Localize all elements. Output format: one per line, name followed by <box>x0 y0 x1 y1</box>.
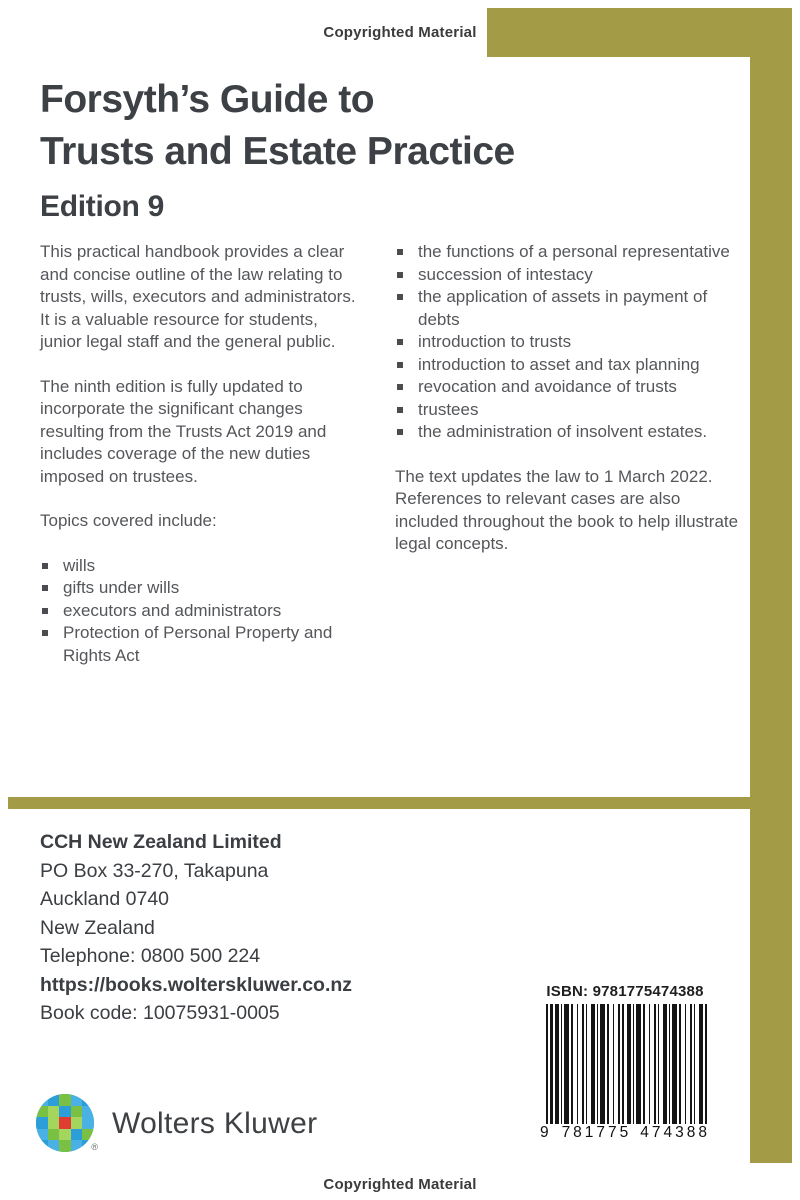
closing-paragraph: The text updates the law to 1 March 2022. References to relevant cases are also included throughout the book to help illustrate legal concepts. <box>395 466 739 553</box>
edition-label: Edition 9 <box>40 190 164 223</box>
topic-item: the functions of a personal representative <box>395 241 743 264</box>
publisher-website: https://books.wolterskluwer.co.nz <box>40 973 353 996</box>
topic-item: executors and administrators <box>40 600 362 623</box>
topic-item: gifts under wills <box>40 577 362 600</box>
barcode-digit-group: 474388 <box>640 1124 711 1141</box>
publisher-name: CCH New Zealand Limited <box>40 831 282 853</box>
topics-list-left <box>40 555 362 668</box>
isbn-label: ISBN: 9781775474388 <box>546 983 704 1000</box>
publisher-address-line: PO Box 33-270, Takapuna <box>40 859 269 882</box>
barcode-digit-group: 781775 <box>561 1124 632 1141</box>
topic-item: trustees <box>395 399 743 422</box>
book-title-line2: Trusts and Estate Practice <box>40 130 515 173</box>
topic-item: the administration of insolvent estates. <box>395 421 743 444</box>
topic-item: introduction to trusts <box>395 331 743 354</box>
wolters-kluwer-logo <box>36 1094 317 1154</box>
book-title <box>40 74 515 178</box>
topic-item: succession of intestacy <box>395 264 743 287</box>
barcode-bars-pattern <box>546 1004 704 1124</box>
isbn-barcode <box>530 983 720 1144</box>
barcode-guard-bar <box>705 1004 707 1137</box>
topic-item: revocation and avoidance of trusts <box>395 376 743 399</box>
registered-trademark-symbol: ® <box>91 1142 98 1152</box>
topic-item: wills <box>40 555 362 578</box>
title-block <box>40 74 515 224</box>
barcode-guard-bar <box>700 1004 702 1137</box>
edition-paragraph: The ninth edition is fully updated to incorporate the significant changes resulting from the Trusts Act 2019 and includes coverage of the new duties imposed on trustees. <box>40 376 327 486</box>
intro-paragraph: This practical handbook provides a clear and concise outline of the law relating to trusts, wills, executors and administrators. It is a valuable resource for students, junior legal staff and the general public. <box>40 242 356 351</box>
topic-item: the application of assets in payment of debts <box>395 286 743 331</box>
mosaic-globe-icon <box>36 1094 94 1152</box>
publisher-telephone: Telephone: 0800 500 224 <box>40 945 261 967</box>
copyright-notice-bottom: Copyrighted Material <box>323 1176 477 1193</box>
publisher-block <box>40 828 352 1028</box>
barcode-guard-bar <box>627 1004 629 1137</box>
publisher-book-code: Book code: 10075931-0005 <box>40 1002 280 1024</box>
topic-item: introduction to asset and tax planning <box>395 354 743 377</box>
right-accent-bar <box>750 8 792 1163</box>
topics-heading: Topics covered include: <box>40 511 217 530</box>
barcode-guard-bar <box>551 1004 553 1137</box>
left-text-column <box>40 241 362 667</box>
middle-accent-bar <box>8 797 792 809</box>
wolters-kluwer-globe-icon <box>36 1094 96 1154</box>
barcode-bars <box>540 1004 710 1144</box>
publisher-address-line: New Zealand <box>40 916 155 939</box>
book-title-line1: Forsyth’s Guide to <box>40 78 375 121</box>
wolters-kluwer-wordmark: Wolters Kluwer <box>112 1107 318 1140</box>
topic-item: Protection of Personal Property and Rights Act <box>40 622 362 667</box>
topics-list-right <box>395 241 743 444</box>
right-text-column <box>395 241 743 556</box>
copyright-notice-top: Copyrighted Material <box>323 24 477 41</box>
barcode-guard-bar <box>546 1004 548 1137</box>
publisher-address-line: Auckland 0740 <box>40 888 170 910</box>
barcode-guard-bar <box>622 1004 624 1137</box>
barcode-digits <box>540 1122 710 1144</box>
barcode-digit-left: 9 <box>540 1124 553 1142</box>
